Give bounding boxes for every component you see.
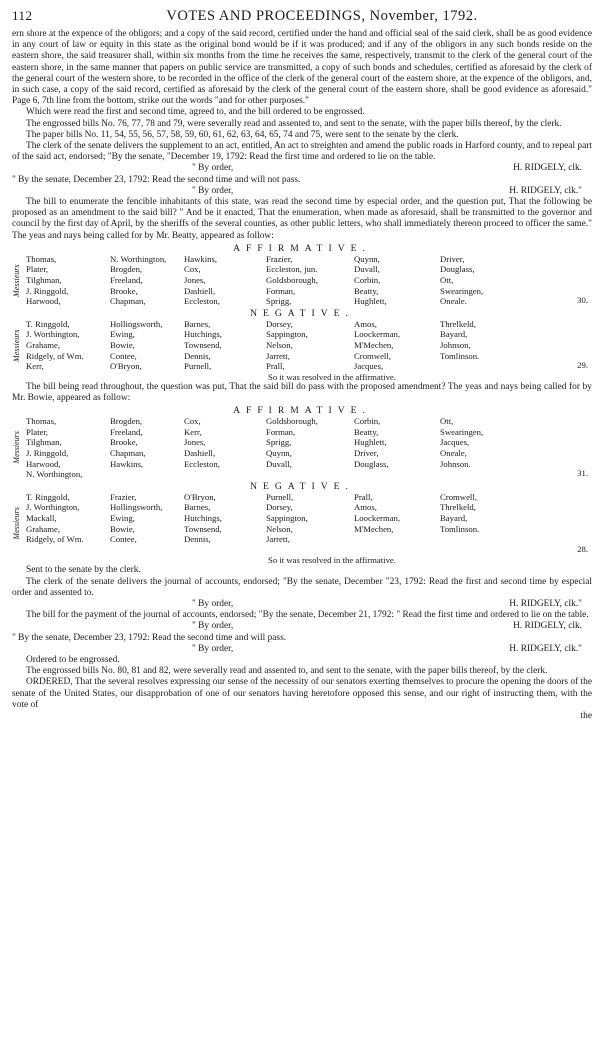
document-page — [12, 8, 592, 722]
vote-column — [440, 254, 530, 307]
affirmative-heading: AFFIRMATIVE. — [233, 405, 371, 417]
member-name: Thomas, — [26, 253, 57, 264]
member-name: M'Mechen, — [354, 523, 394, 534]
member-name: Prall, — [266, 361, 285, 372]
member-name: Quynn, — [266, 447, 292, 458]
messieurs-label: Messieurs — [12, 329, 21, 362]
vote-column — [26, 492, 110, 556]
member-name: Cox, — [184, 416, 201, 427]
member-name: Ewing, — [110, 512, 135, 523]
member-name: Goldsborough, — [266, 275, 318, 286]
paragraph: ORDERED, That the several resolves expressing our sense of the necessity of our senators exerting themselves to procure the opening the doors of the senate of the United States, our disapprobation of one of our senators having heretofore opposed this sense, and our right of instructing them, with the vote of — [12, 677, 592, 710]
member-name: Oneale, — [440, 447, 467, 458]
member-name: Freeland, — [110, 275, 143, 286]
member-name: Hollingsworth, — [110, 318, 163, 329]
member-name: Purnell, — [266, 491, 294, 502]
member-name: Forman, — [266, 285, 296, 296]
member-name — [184, 545, 266, 556]
member-name: Tilghman, — [26, 437, 62, 448]
member-name — [354, 545, 440, 556]
member-name: Loockerman, — [354, 512, 401, 523]
member-name: Eccleston, — [184, 296, 220, 307]
member-name: Ott, — [440, 416, 454, 427]
member-name: Harwood, — [26, 296, 61, 307]
member-name: Tomlinson. — [440, 350, 480, 361]
member-name: Kerr, — [26, 361, 44, 372]
member-name — [440, 361, 530, 372]
member-name: Swearingen, — [440, 426, 484, 437]
vote-column — [266, 416, 354, 480]
paragraph: ern shore at the expence of the obligors; and a copy of the said record, certified under the hand and official seal of the said clerk, shall be as good evidence in any court of law or equity in this state as the original bond would be if it was produced; and if any of the obligors in any such bonds reside on the eastern shore, the said treasurer shall, within six months from the time he receives the same, respectively, transmit to the clerk of the general court of the eastern shore, in the same manner that papers on public service are transmitted, a copy of such bonds and schedules, certified as aforesaid by the clerk of the general court of the western shore, to be recorded in the office of the clerk of the general court of the eastern shore, at the expence of the obligors, and, in such case, a copy of the said record, certified as aforesaid by the clerk of the general court of the eastern shore, shall be good evidence as aforesaid." Page 6, 7th line from the bottom, strike out the words "and for other purposes." — [12, 29, 592, 107]
member-name: J. Ringgold, — [26, 285, 69, 296]
vote-list-negative — [12, 492, 592, 556]
catchword: the — [580, 710, 592, 721]
member-name — [440, 469, 530, 480]
member-name: Cox, — [184, 264, 201, 275]
member-name: Jarrett, — [266, 350, 290, 361]
vote-column — [354, 492, 440, 556]
messieurs-label: Messieurs — [12, 264, 21, 297]
member-name — [266, 469, 354, 480]
signature-line — [12, 644, 592, 655]
member-name: Sprigg, — [266, 437, 292, 448]
clerk-signature: H. RIDGELY, clk." — [509, 185, 582, 196]
member-name: Driver, — [440, 253, 465, 264]
vote-column — [354, 319, 440, 372]
member-name: Cromwell, — [440, 491, 477, 502]
member-name: J. Worthington, — [26, 502, 80, 513]
member-name: O'Bryon, — [110, 361, 142, 372]
signature-line — [12, 163, 592, 174]
member-name: Plater, — [26, 264, 49, 275]
vote-column — [110, 254, 184, 307]
member-name: J. Worthington, — [26, 329, 80, 340]
paragraph: The engrossed bills No. 76, 77, 78 and 79, were severally read and assented to, and sent to the senate, with the paper bills thereof, by the clerk. — [26, 118, 562, 129]
member-name: Ridgely, of Wm. — [26, 534, 84, 545]
member-name: Beatty, — [354, 285, 379, 296]
member-name: Hughlett, — [354, 296, 387, 307]
member-name: Sappington, — [266, 329, 308, 340]
member-name: Bowie, — [110, 523, 135, 534]
member-name: Chapman, — [110, 296, 146, 307]
member-name — [110, 545, 184, 556]
vote-total: 29. — [577, 360, 588, 371]
page-number: 112 — [12, 8, 33, 23]
member-name — [266, 545, 354, 556]
negative-heading: NEGATIVE. — [250, 307, 354, 319]
member-name: Duvall, — [354, 264, 380, 275]
vote-result: So it was resolved in the affirmative. — [268, 555, 396, 566]
vote-total: 31. — [577, 468, 588, 479]
vote-column — [110, 492, 184, 556]
member-name: Jarrett, — [266, 534, 290, 545]
member-name: Swearingen, — [440, 285, 484, 296]
member-name: Quynn, — [354, 253, 380, 264]
member-name: Harwood, — [26, 458, 61, 469]
member-name — [110, 469, 184, 480]
signature-line — [12, 621, 592, 632]
member-name: Prall, — [354, 491, 373, 502]
paragraph: Sent to the senate by the clerk. — [26, 565, 141, 576]
signature-line — [12, 599, 592, 610]
member-name: Purnell, — [184, 361, 212, 372]
vote-list-affirmative — [12, 416, 592, 480]
member-name: Douglass, — [440, 264, 475, 275]
by-order: " By order, — [192, 621, 234, 632]
member-name: Hughlett, — [354, 437, 387, 448]
member-name: Amos, — [354, 502, 377, 513]
member-name — [440, 545, 530, 556]
negative-heading: NEGATIVE. — [250, 480, 354, 492]
member-name: Tomlinson. — [440, 523, 480, 534]
running-title: VOTES AND PROCEEDINGS, November, 1792. — [166, 8, 478, 24]
vote-column — [184, 254, 266, 307]
member-name: Brooke, — [110, 437, 138, 448]
member-name: Jones, — [184, 275, 206, 286]
member-name: Corbin, — [354, 416, 381, 427]
vote-total: 28. — [577, 543, 588, 554]
member-name: Jones, — [184, 437, 206, 448]
paragraph: " By the senate, December 23, 1792: Read the second time and will not pass. — [12, 174, 301, 185]
paragraph: The clerk of the senate delivers the supplement to an act, entitled, An act to streighten and amend the public roads in Harford county, and to repeal part of the said act, endorsed; "By the senate, "December 19, 1792: Read the first time and ordered to lie on the table. — [12, 141, 592, 163]
member-name: Chapman, — [110, 447, 146, 458]
vote-column — [110, 319, 184, 372]
member-name — [184, 469, 266, 480]
member-name: Threlkeld, — [440, 318, 476, 329]
affirmative-heading: AFFIRMATIVE. — [233, 242, 371, 254]
member-name: Dashiell, — [184, 447, 216, 458]
member-name: T. Ringgold, — [26, 318, 70, 329]
member-name: Amos, — [354, 318, 377, 329]
member-name: Bayard, — [440, 512, 468, 523]
member-name: Thomas, — [26, 416, 57, 427]
signature-line — [12, 186, 592, 197]
member-name: Dennis, — [184, 350, 211, 361]
member-name: Barnes, — [184, 318, 211, 329]
vote-column — [110, 416, 184, 480]
member-name: Hawkins, — [110, 458, 144, 469]
member-name: Brogden, — [110, 416, 143, 427]
paragraph: The bill to enumerate the fencible inhabitants of this state, was read the second time by especial order, and the question put, That the following be proposed as an amendment to the said bill? " And be it enacted, That the enumeration, when made as aforesaid, shall be transmitted to the governor and council by the first day of April, by the sheriffs of the several counties, as other public letters, who shall immediately thereon proceed to officer the same." The yeas and nays being called for by Mr. Beatty, appeared as follow: — [12, 197, 592, 241]
member-name: Jacques, — [440, 437, 470, 448]
member-name: Threlkeld, — [440, 502, 476, 513]
clerk-signature: H. RIDGELY, clk. — [513, 163, 582, 174]
by-order: " By order, — [192, 185, 234, 196]
member-name: Eccleston, — [184, 458, 220, 469]
member-name: Beatty, — [354, 426, 379, 437]
member-name: N. Worthington, — [26, 469, 83, 480]
vote-column — [184, 416, 266, 480]
messieurs-label: Messieurs — [12, 507, 21, 540]
member-name: Dennis, — [184, 534, 211, 545]
messieurs-label: Messieurs — [12, 431, 21, 465]
member-name: N. Worthington, — [110, 253, 167, 264]
member-name: M'Mechen, — [354, 340, 394, 351]
paragraph: The engrossed bills No. 80, 81 and 82, were severally read and assented to, and sent to the senate, with the paper bills thereof, by the clerk. — [26, 666, 548, 677]
member-name: Ridgely, of Wm. — [26, 350, 84, 361]
member-name: Frazier, — [266, 253, 293, 264]
member-name: Bayard, — [440, 329, 468, 340]
member-name: Driver, — [354, 447, 379, 458]
member-name: Brooke, — [110, 285, 138, 296]
member-name — [440, 534, 530, 545]
member-name: T. Ringgold, — [26, 491, 70, 502]
vote-list-negative — [12, 319, 592, 372]
member-name: Dashiell, — [184, 285, 216, 296]
member-name: Mackall, — [26, 512, 57, 523]
member-name: Contee, — [110, 534, 137, 545]
member-name: Frazier, — [110, 491, 137, 502]
by-order: " By order, — [192, 643, 234, 654]
paragraph: Which were read the first and second time, agreed to, and the bill ordered to be engrossed. — [26, 107, 365, 118]
member-name: Sprigg, — [266, 296, 292, 307]
member-name: Nelson, — [266, 340, 293, 351]
vote-column — [266, 492, 354, 556]
member-name: Nelson, — [266, 523, 293, 534]
vote-column — [26, 254, 110, 307]
vote-column — [354, 416, 440, 480]
member-name: Grahame, — [26, 523, 61, 534]
member-name: Ott, — [440, 275, 454, 286]
vote-column — [26, 416, 110, 480]
paragraph: The paper bills No. 11, 54, 55, 56, 57, 58, 59, 60, 61, 62, 63, 64, 65, 74 and 75, were sent to the senate by the clerk. — [26, 129, 459, 140]
member-name: Kerr, — [184, 426, 202, 437]
vote-column — [184, 492, 266, 556]
member-name: Freeland, — [110, 426, 143, 437]
paragraph: Ordered to be engrossed. — [26, 654, 120, 665]
member-name: Bowie, — [110, 340, 135, 351]
member-name: Grahame, — [26, 340, 61, 351]
paragraph: " By the senate, December 23, 1792: Read the second time and will pass. — [12, 632, 287, 643]
by-order: " By order, — [192, 163, 234, 174]
member-name: Sappington, — [266, 512, 308, 523]
member-name: Corbin, — [354, 275, 381, 286]
paragraph: The bill being read throughout, the question was put, That the said bill do pass with the proposed amendment? The yeas and nays being called for by Mr. Bowie, appeared as follow: — [12, 381, 592, 403]
member-name: Tilghman, — [26, 275, 62, 286]
member-name: Hutchings, — [184, 512, 222, 523]
clerk-signature: H. RIDGELY, clk." — [509, 598, 582, 609]
vote-column — [266, 319, 354, 372]
member-name: J. Ringgold, — [26, 447, 69, 458]
vote-column — [26, 319, 110, 372]
member-name: Jacques, — [354, 361, 384, 372]
member-name: Townsend, — [184, 523, 222, 534]
member-name: Ewing, — [110, 329, 135, 340]
member-name — [26, 545, 110, 556]
member-name: Plater, — [26, 426, 49, 437]
member-name: Hutchings, — [184, 329, 222, 340]
member-name: Townsend, — [184, 340, 222, 351]
vote-list-affirmative — [12, 254, 592, 307]
vote-column — [266, 254, 354, 307]
member-name: Barnes, — [184, 502, 211, 513]
running-header — [12, 8, 592, 25]
vote-column — [440, 416, 530, 480]
member-name: Loockerman, — [354, 329, 401, 340]
member-name — [354, 534, 440, 545]
member-name: O'Bryon, — [184, 491, 216, 502]
vote-column — [440, 319, 530, 372]
paragraph: The bill for the payment of the journal of accounts, endorsed; "By the senate, December 21, 1792: " Read the first time and ordered to lie on the table. — [26, 610, 589, 621]
member-name: Eccleston, jun. — [266, 264, 318, 275]
member-name: Goldsborough, — [266, 416, 318, 427]
member-name: Oneale. — [440, 296, 467, 307]
clerk-signature: H. RIDGELY, clk. — [513, 621, 582, 632]
vote-column — [184, 319, 266, 372]
member-name: Dorsey, — [266, 318, 293, 329]
paragraph: The clerk of the senate delivers the journal of accounts, endorsed; "By the senate, December "23, 1792: Read the first and second time by especial order and assented to. — [12, 576, 592, 598]
member-name: Dorsey, — [266, 502, 293, 513]
clerk-signature: H. RIDGELY, clk." — [509, 643, 582, 654]
vote-total: 30. — [577, 295, 588, 306]
vote-column — [440, 492, 530, 556]
member-name: Hawkins, — [184, 253, 218, 264]
member-name: Johnson. — [440, 458, 471, 469]
member-name: Duvall, — [266, 458, 292, 469]
member-name: Forman, — [266, 426, 296, 437]
member-name: Douglass, — [354, 458, 389, 469]
member-name: Cromwell, — [354, 350, 391, 361]
vote-column — [354, 254, 440, 307]
member-name: Brogden, — [110, 264, 143, 275]
member-name: Johnson, — [440, 340, 471, 351]
by-order: " By order, — [192, 598, 234, 609]
member-name: Hollingsworth, — [110, 502, 163, 513]
member-name: Contee, — [110, 350, 137, 361]
member-name — [354, 469, 440, 480]
vote-result: So it was resolved in the affirmative. — [268, 371, 396, 382]
